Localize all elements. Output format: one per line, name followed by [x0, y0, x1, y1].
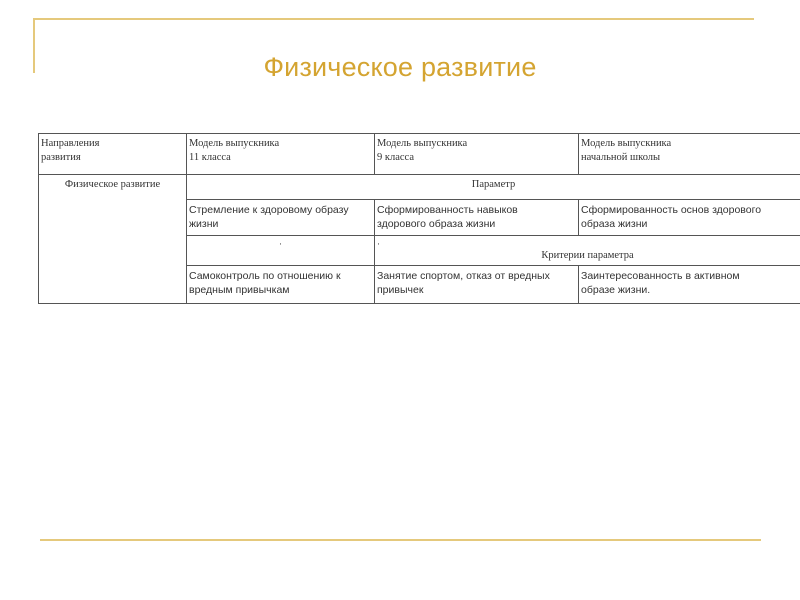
- criteria-header-text: Критерии параметра: [541, 250, 634, 261]
- header-cell-grade9: [375, 134, 579, 175]
- cell-text-line: Занятие спортом, отказ от вредных: [377, 270, 550, 282]
- cell-text-line: Сформированность навыков: [377, 204, 518, 216]
- slide-frame-bottom-line: [40, 539, 761, 541]
- criteria-cell-grade11: [187, 266, 375, 304]
- parameter-cell-primary: [579, 200, 800, 236]
- dot-mark: ·: [279, 239, 282, 249]
- header-text-line: начальной школы: [581, 152, 661, 163]
- direction-cell: Физическое развитие: [39, 175, 187, 304]
- criteria-spacer-grade11: [187, 236, 375, 266]
- criteria-cell-primary: [579, 266, 800, 304]
- header-text-line: Модель выпускника: [189, 138, 280, 149]
- parameter-cell-grade11: [187, 200, 375, 236]
- header-text-line: Направления: [41, 138, 100, 149]
- criteria-header-cell: [375, 236, 800, 266]
- slide-frame-top-line: [33, 18, 754, 20]
- criteria-cell-grade9: [375, 266, 579, 304]
- cell-text-line: вредным привычкам: [189, 284, 290, 296]
- header-cell-grade11: [187, 134, 375, 175]
- cell-text-line: привычек: [377, 284, 424, 296]
- cell-text-line: Самоконтроль по отношению к: [189, 270, 341, 282]
- cell-text-line: образе жизни.: [581, 284, 651, 296]
- header-cell-primary: [579, 134, 800, 175]
- header-text-line: Модель выпускника: [581, 138, 672, 149]
- cell-text-line: Заинтересованность в активном: [581, 270, 740, 282]
- header-text-line: Модель выпускника: [377, 138, 468, 149]
- parameter-header-cell: Параметр: [187, 175, 800, 200]
- cell-text-line: Сформированность основ здорового: [581, 204, 762, 216]
- header-text-line: развития: [41, 152, 81, 163]
- dot-mark: ·: [377, 239, 380, 249]
- cell-text-line: Стремление к здоровому образу: [189, 204, 349, 216]
- parameter-header-row: [39, 175, 800, 200]
- header-text-line: 9 класса: [377, 152, 414, 163]
- cell-text-line: образа жизни: [581, 218, 648, 230]
- cell-text-line: жизни: [189, 218, 219, 230]
- cell-text-line: здорового образа жизни: [377, 218, 496, 230]
- parameter-cell-grade9: [375, 200, 579, 236]
- model-graduate-table: [38, 133, 800, 304]
- table-header-row: [39, 134, 800, 175]
- header-cell-directions: [39, 134, 187, 175]
- header-text-line: 11 класса: [189, 152, 231, 163]
- slide-title: Физическое развитие: [263, 52, 537, 82]
